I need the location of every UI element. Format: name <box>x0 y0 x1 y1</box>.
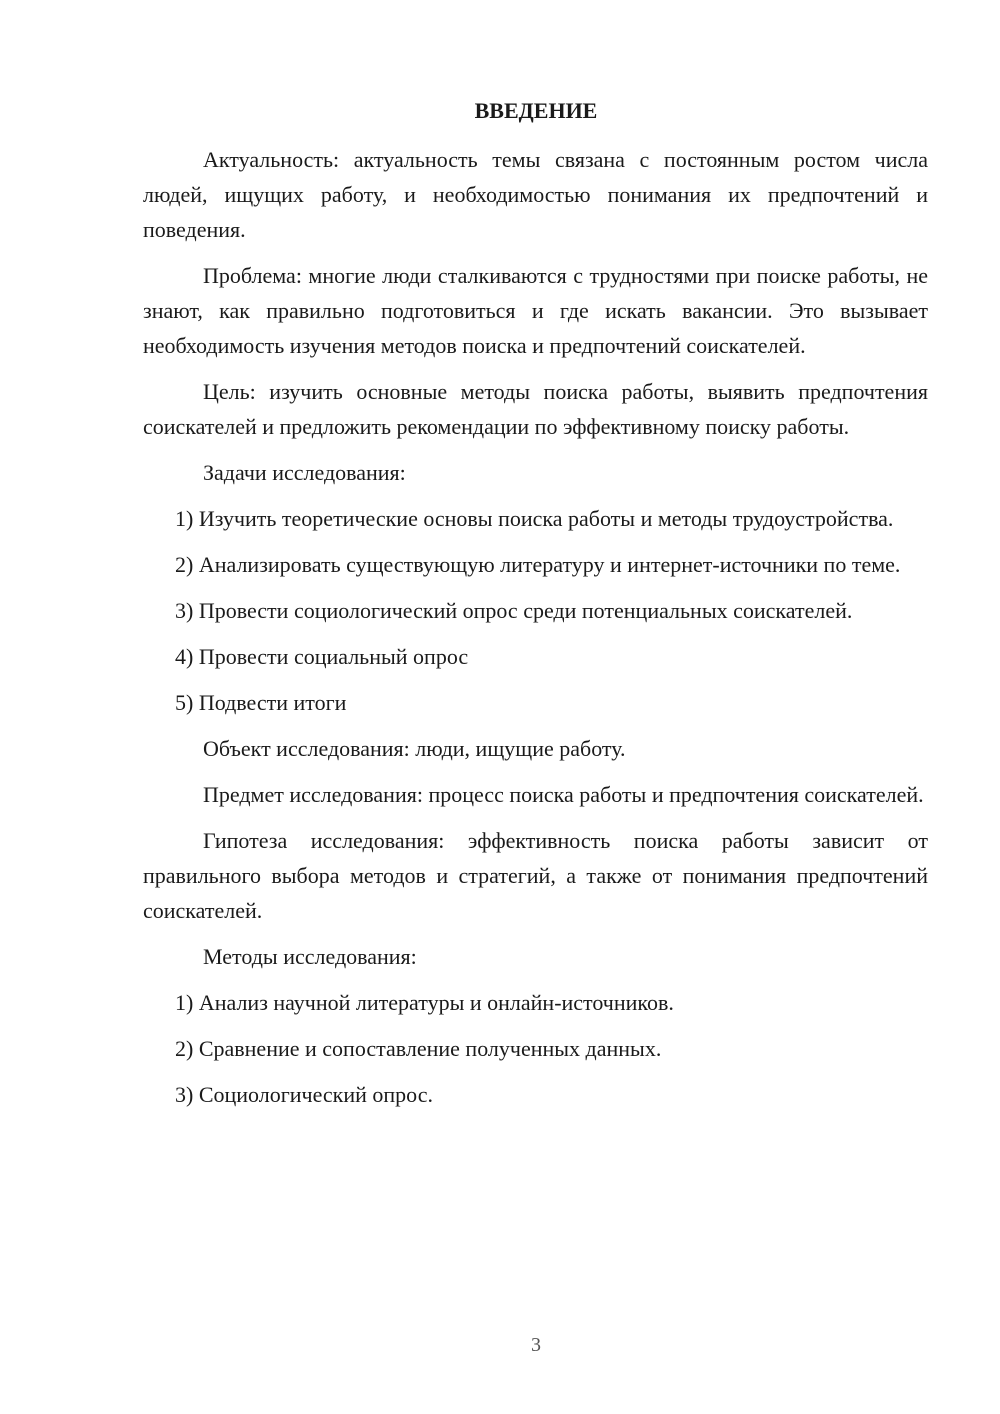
page-number: 3 <box>531 1334 541 1356</box>
tasks-heading: Задачи исследования: <box>203 460 406 485</box>
page-title: ВВЕДЕНИЕ <box>474 98 598 123</box>
methods-heading: Методы исследования: <box>203 944 417 969</box>
goal-paragraph: Цель: изучить основные методы поиска работы, выявить предпочтения соискателей и предложить рекомендации по эффективному поиску работы. <box>143 379 928 439</box>
document-body <box>143 142 928 1123</box>
task-item: 1) Изучить теоретические основы поиска работы и методы трудоустройства. <box>175 506 894 531</box>
object-paragraph: Объект исследования: люди, ищущие работу. <box>203 736 626 761</box>
method-item: 2) Сравнение и сопоставление полученных данных. <box>175 1036 662 1061</box>
hypothesis-paragraph: Гипотеза исследования: эффективность поиска работы зависит от правильного выбора методов и стратегий, а также от понимания предпочтений соискателей. <box>143 828 928 923</box>
task-item: 2) Анализировать существующую литературу и интернет-источники по теме. <box>175 552 901 577</box>
problem-paragraph: Проблема: многие люди сталкиваются с трудностями при поиске работы, не знают, как правильно подготовиться и где искать вакансии. Это вызывает необходимость изучения методов поиска и предпочтений соискателей. <box>143 263 928 358</box>
task-item: 4) Провести социальный опрос <box>175 644 469 669</box>
method-item: 3) Социологический опрос. <box>175 1082 433 1107</box>
method-item: 1) Анализ научной литературы и онлайн-источников. <box>175 990 674 1015</box>
subject-paragraph: Предмет исследования: процесс поиска работы и предпочтения соискателей. <box>203 782 924 807</box>
task-item: 5) Подвести итоги <box>175 690 347 715</box>
task-item: 3) Провести социологический опрос среди потенциальных соискателей. <box>175 598 853 623</box>
relevance-paragraph: Актуальность: актуальность темы связана с постоянным ростом числа людей, ищущих работу, и необходимостью понимания их предпочтений и поведения. <box>143 147 928 242</box>
